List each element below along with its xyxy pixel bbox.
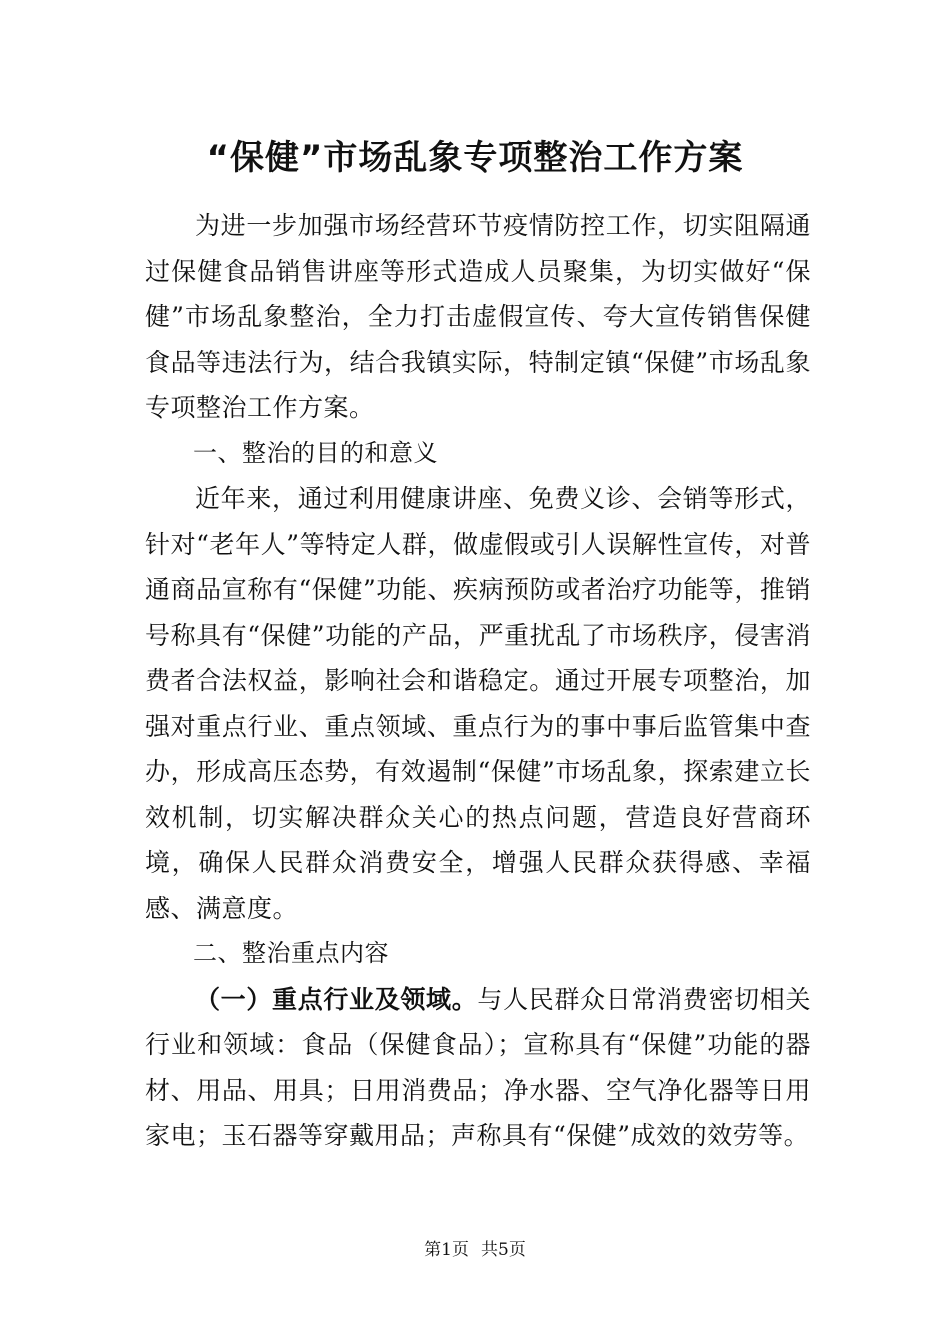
item-1-text: 与人民群众日常消费密切相关行业和领域：食品（保健食品）；宣称具有“保健”功能的器材、用品、用具；日用消费品；净水器、空气净化器等日用家电；玉石器等穿戴用品；声称具有“保健”成效的效劳等。 (145, 984, 811, 1150)
item-1-paragraph (145, 977, 811, 1159)
page-total: 共5页 (481, 1240, 526, 1260)
page-number: 第1页 (424, 1240, 469, 1260)
document-title: “保健”市场乱象专项整治工作方案 (206, 138, 744, 178)
section-1-heading: 一、整治的目的和意义 (193, 438, 438, 467)
section-1-paragraph: 近年来，通过利用健康讲座、免费义诊、会销等形式，针对“老年人”等特定人群，做虚假或引人误解性宣传，对普通商品宣称有“保健”功能、疾病预防或者治疗功能等，推销号称具有“保健”功能的产品，严重扰乱了市场秩序，侵害消费者合法权益，影响社会和谐稳定。通过开展专项整治，加强对重点行业、重点领域、重点行为的事中事后监管集中查办，形成高压态势，有效遏制“保健”市场乱象，探索建立长效机制，切实解决群众关心的热点问题，营造良好营商环境，确保人民群众消费安全，增强人民群众获得感、幸福感、满意度。 (145, 484, 811, 923)
intro-paragraph: 为进一步加强市场经营环节疫情防控工作，切实阻隔通过保健食品销售讲座等形式造成人员聚集，为切实做好“保健”市场乱象整治，全力打击虚假宣传、夸大宣传销售保健食品等违法行为，结合我镇实际，特制定镇“保健”市场乱象专项整治工作方案。 (145, 211, 811, 422)
document-body (145, 203, 811, 1159)
page-footer (0, 1238, 950, 1262)
item-1-label: （一）重点行业及领域。 (195, 984, 478, 1014)
section-2-heading: 二、整治重点内容 (193, 939, 389, 967)
